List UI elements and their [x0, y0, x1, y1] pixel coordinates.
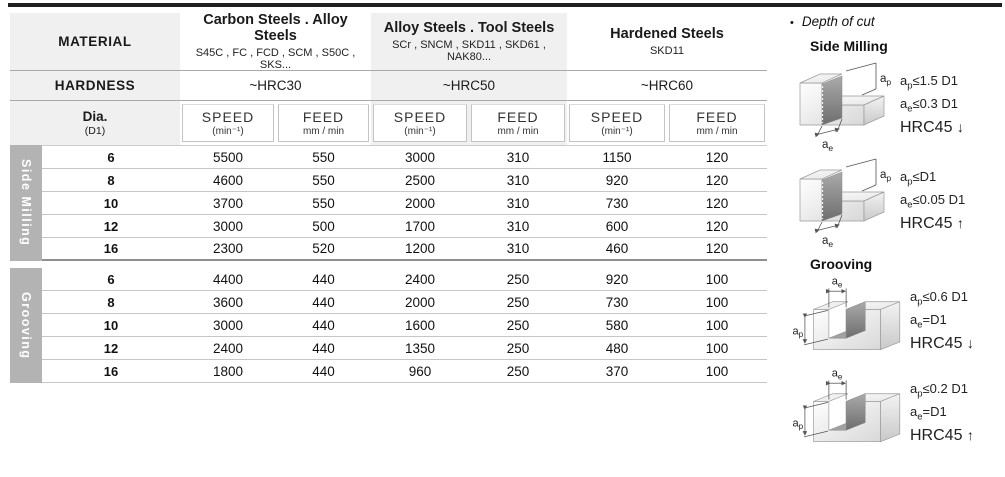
- speed-value: 2000: [404, 195, 436, 211]
- dia-value: 8: [107, 294, 115, 310]
- figure-annotation: [910, 285, 974, 352]
- hardness-header: HARDNESS: [10, 71, 180, 100]
- feed-label: FEED: [696, 109, 738, 125]
- down-arrow-icon: ↓: [966, 334, 974, 351]
- speed-value: 600: [605, 218, 629, 234]
- section-rows: [42, 268, 767, 383]
- feed-value: 100: [705, 340, 729, 356]
- speed-value: 2400: [404, 271, 436, 287]
- dia-value: 6: [107, 149, 115, 165]
- svg-text:ap: $a_p$: [880, 73, 892, 87]
- condition-ap: $a_p\le D1$: [900, 169, 937, 188]
- speed-value: 2500: [404, 172, 436, 188]
- depth-of-cut-panel: [788, 14, 1005, 457]
- panel-title: [788, 14, 1005, 29]
- condition-ap: $a_p\le 0.6$ D1: [910, 289, 968, 308]
- svg-text:ae: $a_e$: [822, 235, 834, 247]
- feed-value: 550: [312, 195, 335, 211]
- speed-value: 2000: [404, 294, 436, 310]
- table-row: [42, 169, 767, 192]
- speed-value: 480: [605, 340, 629, 356]
- speed-value: 370: [605, 363, 629, 379]
- feed-value: 520: [312, 241, 335, 256]
- feed-value: 500: [312, 218, 335, 234]
- section-label: Grooving: [10, 268, 42, 383]
- table-row: [42, 291, 767, 314]
- feed-value: 100: [705, 317, 729, 333]
- speed-value: 3700: [212, 195, 244, 211]
- speed-value: 1150: [602, 149, 632, 165]
- hrc-note: HRC45 ↓: [900, 118, 964, 136]
- speed-value: 1700: [404, 218, 436, 234]
- panel-section-side-milling: Side Milling: [810, 38, 888, 54]
- feed-value: 100: [705, 271, 729, 287]
- feed-value: 100: [705, 363, 729, 379]
- speed-value: 730: [605, 195, 629, 211]
- table-row: [42, 314, 767, 337]
- material-header: MATERIAL: [10, 13, 180, 70]
- table-section-side-milling: [10, 145, 767, 261]
- dia-header: [10, 101, 180, 145]
- svg-text:ae: $a_e$: [831, 367, 843, 382]
- table-row: [42, 360, 767, 383]
- feed-value: 250: [506, 271, 530, 287]
- speed-label: SPEED: [590, 109, 644, 125]
- feed-value: 120: [705, 218, 729, 234]
- cutting-conditions-table: [10, 13, 767, 383]
- dia-value: 8: [107, 172, 115, 188]
- svg-text:ap: $a_p$: [792, 325, 804, 340]
- speed-value: 4600: [212, 172, 244, 188]
- svg-text:ae: $a_e$: [831, 275, 843, 290]
- hrc-note: HRC45 ↑: [910, 426, 974, 444]
- table-row: [42, 268, 767, 291]
- table-section-grooving: [10, 268, 767, 383]
- column-header-row: [10, 101, 767, 145]
- hardness-row: [10, 71, 767, 101]
- dia-value: 12: [103, 218, 119, 234]
- feed-value: 120: [705, 149, 729, 165]
- svg-text:ap: $a_p$: [880, 169, 892, 183]
- figure-annotation: [900, 165, 965, 232]
- speed-value: 1350: [404, 340, 436, 356]
- feed-value: 120: [705, 195, 729, 211]
- svg-text:ae: $a_e$: [822, 139, 834, 151]
- speed-value: 2400: [212, 340, 244, 356]
- up-arrow-icon: ↑: [956, 214, 964, 231]
- feed-value: 440: [312, 363, 335, 379]
- figure-annotation: [900, 69, 964, 136]
- down-arrow-icon: ↓: [956, 118, 964, 135]
- feed-header: [276, 101, 371, 145]
- speed-value: 730: [605, 294, 629, 310]
- feed-value: 550: [312, 172, 335, 188]
- hardness-value: ~HRC30: [249, 78, 302, 93]
- condition-ap: $a_p\le 1.5$ D1: [900, 73, 958, 92]
- speed-header: [371, 101, 469, 145]
- step-block-diagram: [790, 55, 898, 151]
- dia-value: 6: [107, 271, 115, 287]
- dia-label: Dia.: [82, 109, 108, 124]
- dia-value: 16: [103, 363, 119, 379]
- hardness-value: ~HRC60: [640, 78, 694, 93]
- group-grades: SKD11: [649, 45, 685, 57]
- speed-value: 3600: [212, 294, 244, 310]
- speed-label: SPEED: [393, 109, 447, 125]
- dia-value: 12: [103, 340, 119, 356]
- feed-value: 440: [312, 340, 335, 356]
- feed-value: 440: [312, 271, 335, 287]
- speed-value: 1600: [404, 317, 436, 333]
- speed-value: 4400: [212, 271, 244, 287]
- condition-ae: $a_e\le 0.3$ D1: [900, 96, 958, 115]
- speed-value: 2300: [212, 241, 244, 256]
- speed-value: 960: [408, 363, 432, 379]
- material-group-hardened: [567, 13, 767, 70]
- feed-value: 310: [506, 195, 530, 211]
- dia-sublabel: (D1): [84, 125, 106, 137]
- speed-value: 920: [605, 271, 629, 287]
- condition-ap: $a_p\le 0.2$ D1: [910, 381, 968, 400]
- table-row: [42, 192, 767, 215]
- table-row: [42, 337, 767, 360]
- condition-ae: $a_e=D1$: [910, 404, 947, 423]
- figure-grooving-1: [790, 273, 1005, 365]
- hrc-note: HRC45 ↑: [900, 214, 964, 232]
- material-group-carbon: [180, 13, 371, 70]
- svg-text:ap: $a_p$: [792, 417, 804, 432]
- feed-value: 440: [312, 317, 335, 333]
- condition-ae: $a_e\le 0.05$ D1: [900, 192, 966, 211]
- speed-unit: (min⁻¹): [212, 126, 244, 137]
- dia-value: 10: [103, 195, 119, 211]
- feed-value: 310: [506, 218, 530, 234]
- table-sections: [10, 145, 767, 383]
- section-rows: [42, 145, 767, 261]
- channel-block-diagram: [790, 365, 908, 457]
- feed-value: 120: [705, 172, 729, 188]
- group-name: Carbon Steels . Alloy Steels: [203, 12, 348, 44]
- feed-value: 440: [312, 294, 335, 310]
- material-row: [10, 13, 767, 71]
- figure-annotation: [910, 377, 974, 444]
- group-name: Hardened Steels: [610, 26, 724, 42]
- feed-header: [469, 101, 567, 145]
- speed-value: 460: [605, 241, 629, 256]
- table-row: [42, 146, 767, 169]
- table-row: [42, 238, 767, 261]
- material-group-alloy-tool: [371, 13, 567, 70]
- group-name: Alloy Steels . Tool Steels: [383, 20, 555, 36]
- step-block-diagram: [790, 151, 898, 247]
- speed-value: 580: [605, 317, 629, 333]
- speed-header: [180, 101, 276, 145]
- feed-label: FEED: [497, 109, 539, 125]
- speed-value: 3000: [404, 149, 436, 165]
- panel-title-text: Depth of cut: [801, 14, 875, 29]
- speed-value: 920: [605, 172, 629, 188]
- table-row: [42, 215, 767, 238]
- feed-value: 550: [312, 149, 335, 165]
- channel-block-diagram: [790, 273, 908, 365]
- bullet-icon: •: [790, 17, 794, 29]
- feed-value: 250: [506, 340, 530, 356]
- feed-value: 120: [705, 241, 729, 256]
- feed-unit: mm / min: [497, 126, 539, 137]
- up-arrow-icon: ↑: [966, 426, 974, 443]
- speed-value: 3000: [212, 317, 244, 333]
- speed-value: 1200: [404, 241, 436, 256]
- feed-unit: mm / min: [696, 126, 738, 137]
- dia-value: 16: [103, 241, 119, 256]
- speed-value: 1800: [212, 363, 244, 379]
- condition-ae: $a_e=D1$: [910, 312, 947, 331]
- figure-side-milling-1: [790, 55, 1005, 151]
- speed-unit: (min⁻¹): [601, 126, 633, 137]
- speed-header: [567, 101, 667, 145]
- feed-value: 310: [506, 149, 530, 165]
- feed-value: 100: [705, 294, 729, 310]
- top-rule: [8, 3, 1002, 7]
- panel-section-grooving: Grooving: [810, 256, 873, 272]
- group-grades: S45C , FC , FCD , SCM , S50C , SKS...: [195, 47, 356, 71]
- speed-unit: (min⁻¹): [404, 126, 436, 137]
- feed-header: [667, 101, 767, 145]
- feed-unit: mm / min: [302, 126, 345, 137]
- figure-side-milling-2: [790, 151, 1005, 247]
- feed-value: 310: [506, 241, 530, 256]
- feed-value: 250: [506, 317, 530, 333]
- hardness-value: ~HRC50: [371, 71, 567, 100]
- speed-label: SPEED: [201, 109, 255, 125]
- feed-value: 250: [506, 294, 530, 310]
- speed-value: 5500: [212, 149, 244, 165]
- dia-value: 10: [103, 317, 119, 333]
- group-grades: SCr , SNCM , SKD11 , SKD61 , NAK80...: [392, 39, 546, 63]
- feed-value: 310: [506, 172, 530, 188]
- hrc-note: HRC45 ↓: [910, 334, 974, 352]
- feed-value: 250: [506, 363, 530, 379]
- feed-label: FEED: [302, 109, 345, 125]
- figure-grooving-2: [790, 365, 1005, 457]
- speed-value: 3000: [212, 218, 244, 234]
- section-label: Side Milling: [10, 145, 42, 261]
